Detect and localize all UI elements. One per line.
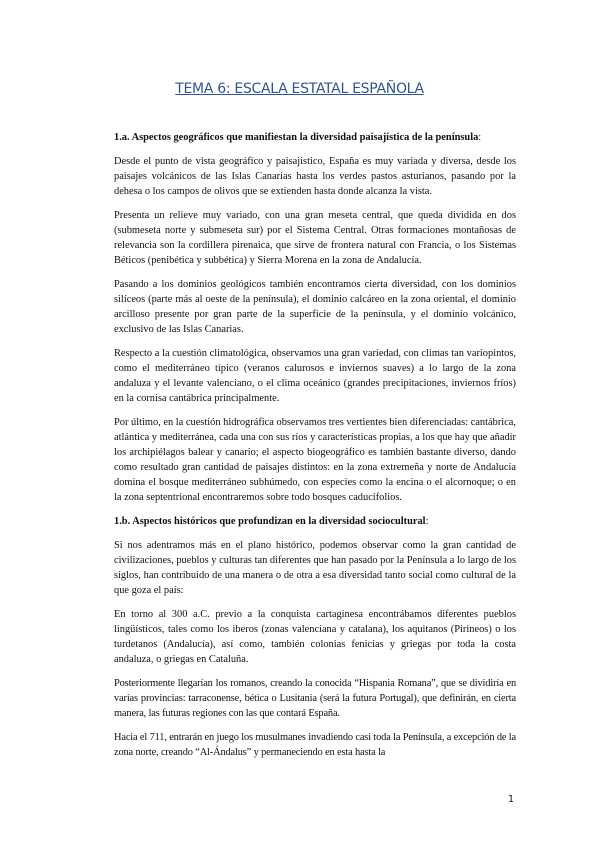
document-body xyxy=(114,130,516,769)
section-heading xyxy=(114,130,516,145)
paragraph: Pasando a los dominios geológicos también encontramos cierta diversidad, con los dominios silíceos (parte más al oeste de la península), el dominio calcáreo en la zona oriental, el dominio arcilloso presente por gran parte de la superficie de la península, y el dominio volcánico, exclusivo de las Islas Canarias. xyxy=(114,279,516,335)
paragraph: Posteriormente llegarían los romanos, creando la conocida “Hispania Romana”, que se dividiría en varias provincias: tarraconense, bética o Lusitania (será la futura Portugal), que definirán, en cierta manera, las futuras regiones con las que contará España. xyxy=(114,678,516,719)
paragraph: Por último, en la cuestión hidrográfica observamos tres vertientes bien diferenciadas: cantábrica, atlántica y mediterránea, cada una con sus ríos y características propias, a los que hay que añadir los archipiélagos balear y canario; el aspecto biogeográfico es también bastante diverso, dando como resultado gran cantidad de paisajes distintos: en la zona extremeña y norte de Andalucía domina el bosque mediterráneo subhúmedo, con especies como la encina o el alcornoque; o en la zona septentrional encontraremos sobre todo bosques caducifolios. xyxy=(114,417,516,503)
section-heading-colon: : xyxy=(425,516,429,527)
section-heading xyxy=(114,514,516,529)
section-heading-text: 1.b. Aspectos históricos que profundizan en la diversidad sociocultural xyxy=(114,516,426,527)
paragraph: En torno al 300 a.C. previo a la conquista cartaginesa encontrábamos diferentes pueblos lingüísticos, tales como los iberos (zonas valenciana y catalana), los aquitanos (Pirineos) o los turdetanos (Andalucía), así como, también colonias fenicias y griegas por toda la costa andaluza, o griegas en Cataluña. xyxy=(114,609,516,665)
paragraph: Hacia el 711, entrarán en juego los musulmanes invadiendo casi toda la Península, a excepción de la zona norte, creando “Al-Ándalus” y permaneciendo en esta hasta la xyxy=(114,732,516,758)
paragraph: Respecto a la cuestión climatológica, observamos una gran variedad, con climas tan variopintos, como el mediterráneo típico (veranos calurosos e inviernos suaves) a lo largo de la zona andaluza y el levante valenciano, o el clima oceánico (grandes precipitaciones, inviernos fríos) en la cornisa cantábrica principalmente. xyxy=(114,348,516,404)
paragraph: Si nos adentramos más en el plano histórico, podemos observar como la gran cantidad de civilizaciones, pueblos y culturas tan diferentes que han pasado por la Península a lo largo de los siglos, han contribuido de una manera o de otra a esa diversidad tanto social como cultural de la que goza el país: xyxy=(114,540,516,596)
section-heading-text: 1.a. Aspectos geográficos que manifiestan la diversidad paisajística de la península xyxy=(114,132,479,143)
paragraph: Presenta un relieve muy variado, con una gran meseta central, que queda dividida en dos (submeseta norte y submeseta sur) por el Sistema Central. Otras formaciones montañosas de relevancia son la cordillera pirenaica, que sirve de frontera natural con Francia, o los Sistemas Béticos (penibética y subbética) y Sierra Morena en la zona de Andalucía. xyxy=(114,210,516,266)
paragraph: Desde el punto de vista geográfico y paisajístico, España es muy variada y diversa, desde los paisajes volcánicos de las Islas Canarias hasta los verdes pastos asturianos, pasando por la dehesa o los campos de olivos que se extienden hasta donde alcanza la vista. xyxy=(114,156,516,197)
page-number: 1 xyxy=(508,794,515,805)
page-title: TEMA 6: ESCALA ESTATAL ESPAÑOLA xyxy=(175,81,424,97)
section-heading-colon: : xyxy=(478,132,482,143)
